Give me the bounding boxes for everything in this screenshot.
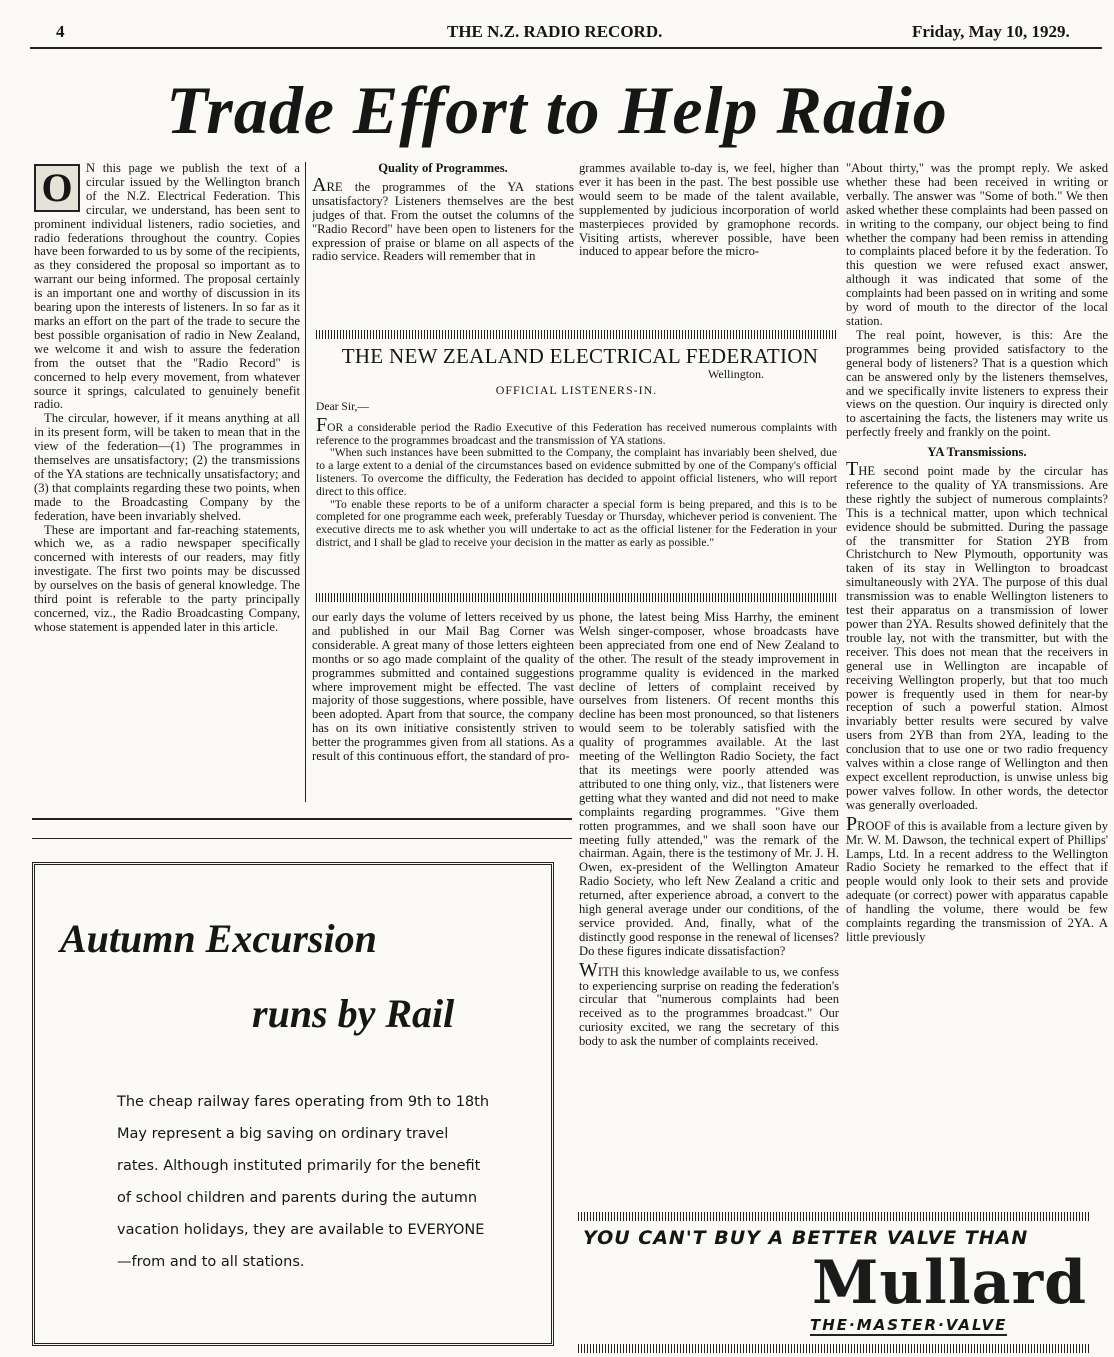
col3-top-text: grammes available to-day is, we feel, higher than ever it has been in the past. The best possible use would seem to be made of the talent available, supplemented by judicious incorporation of world masterpieces provided by gramophone records. Visiting artists, wherever possible, have been induced to appear before the micro- <box>579 162 839 259</box>
federation-name: THE NEW ZEALAND ELECTRICAL FEDERATION <box>341 344 819 368</box>
mullard-tagline: THE·MASTER·VALVE <box>810 1316 1008 1334</box>
hatch-rule-top <box>316 330 838 339</box>
header-rule <box>30 47 1102 49</box>
column-3-top <box>579 162 839 320</box>
col2-bottom-text: our early days the volume of letters received by us and published in our Mail Bag Corner was considerable. A great many of those letters eighteen months or so ago made complaint of the quality of programmes submitted and contained suggestions where improvement might be effected. The vast majority of those suggestions, where possible, have been adopted. Apart from that source, the company has on its own initiative consistently striven to better the programmes given from all stations. As a result of this continuous effort, the standard of pro- <box>312 611 574 764</box>
bigcap-w: W <box>579 958 598 981</box>
bigcap-a: A <box>312 173 327 196</box>
column-divider <box>305 162 306 802</box>
federation-subhead: OFFICIAL LISTENERS-IN. <box>495 383 658 397</box>
mullard-hatch-bottom <box>578 1344 1090 1353</box>
col2-top-text: RE the programmes of the YA stations unsatisfactory? Listeners themselves are the best judges of that. From the outset the columns of the "Radio Record" have been open to listeners for the expression of praise or blame on all aspects of the radio service. Readers will remember that in <box>312 179 574 264</box>
ad-separator-rule-2 <box>32 838 572 839</box>
hatch-rule-bottom <box>316 593 838 602</box>
col3-bottom-text: phone, the latest being Miss Harrhy, the eminent Welsh singer-composer, whose broadcasts have been appreciated from one end of New Zealand to the other. The result of the steady improvement in programme quality is evidenced in the marked decline of letters of complaint received by ourselves from listeners. Of recent months this decline has been most pronounced, so that listeners would seem to be tolerably satisfied with the quality of programmes available. At the last meeting of the Wellington Radio Society, the fact that its meetings were poorly attended was attributed to one thing only, viz., that listeners were getting what they wanted and did not need to make complaints regarding programmes. "Give them rotten programmes, and we shall soon have our meeting fully attended," was the remark of the chairman. Again, there is the testimony of Mr. J. H. Owen, ex-president of the Wellington Amateur Radio Society, who left New Zealand a critic and returned, after experience abroad, a convert to the high general average under our conditions, of the service provided. And, finally, what of the distinctly good response in the renewal of licenses? Do these figures indicate dissatisfaction? <box>579 611 839 958</box>
col4-paragraph-3: HE second point made by the circular has reference to the quality of YA transmissions. Are these rightly the subject of numerous complaints? This is a technical matter, upon which technical evidence should be submitted. During the passage of the transmitter for Station 2YB from Christchurch to New Plymouth, opportunity was taken of its stay in Wellington to broadcast simultaneously with 2YA. The purpose of this dual transmission was to enable Wellington listeners to test their apparatus on a transmission of lower power than 2YA. Results showed definitely that the trouble lay, not with the transmitter, but with the receiver. This does not mean that the receivers in general use in Wellington are incapable of receiving Wellington properly, but that too much power is frequently used in them for near-by reception of such a powerful station. Almost invariably better results were secured by valve users from 2YB than from 2YA, leading to the conclusion that to use one or two radio frequency valves within a close range of Wellington and then expect excellent reproduction, is unwise unless big power valves follow. In other words, the detector was generally overloaded. <box>846 464 1108 812</box>
mullard-logo: Mullard <box>812 1248 1088 1318</box>
col4-paragraph-4: ROOF of this is available from a lecture given by Mr. W. M. Dawson, the technical expert of Phillips' Lamps, Ltd. In a recent address to the Wellington Radio Society he remarked to the effect that if people would only look to their sets and provide adequate (or correct) power with apparatus capable of handling the volume, there would be few complaints regarding the transmission of 2YA. A little previously <box>846 818 1108 944</box>
bigcap-p: P <box>846 812 858 835</box>
mullard-hatch-top <box>578 1212 1090 1221</box>
section-heading-quality: Quality of Programmes. <box>378 162 508 175</box>
column-4 <box>846 162 1108 1202</box>
federation-paragraph-2: "When such instances have been submitted to the Company, the complaint has invariably been shelved, due to a large extent to a denial of the circumstances based on evidence submitted by one of the Company's official listeners. To overcome the difficulty, the Federation has decided to appoint official listeners, who will report direct to this office. <box>316 446 837 498</box>
publication-name: THE N.Z. RADIO RECORD. <box>447 22 663 41</box>
federation-city: Wellington. <box>708 367 765 381</box>
salutation: Dear Sir,— <box>316 400 369 413</box>
bigcap-f: F <box>316 413 328 436</box>
federation-paragraph-3: "To enable these reports to be of a uniform character a special form is being prepared, and this is to be completed for one programme each week, preferably Tuesday or Thursday, whichever period is convenient. The executive directs me to ask whether you will undertake to act as the official listener for the Federation in your district, and I shall be glad to receive your decision in the matter as early as possible." <box>316 497 837 549</box>
column-3-bottom <box>579 611 839 1201</box>
ad-heading-autumn-excursion: Autumn Excursion <box>60 916 377 961</box>
column-2-bottom <box>312 611 574 801</box>
federation-paragraph-1: OR a considerable period the Radio Executive of this Federation has received numerous complaints with reference to the programmes broadcast and the transmission of YA stations. <box>316 420 837 447</box>
section-heading-transmissions: YA Transmissions. <box>927 445 1027 460</box>
headline: Trade Effort to Help Radio <box>166 72 948 148</box>
dropcap-o: O <box>34 164 80 212</box>
ad-heading-runs-by-rail: runs by Rail <box>252 991 455 1036</box>
col1-paragraph-1: N this page we publish the text of a circular issued by the Wellington branch of the N.Z. Electrical Federation. This circular, we understand, has been sent to prominent individual listeners, radio societies, and radio federations throughout the country. Copies have been forwarded to us by some of the recipients, as they considered the proposal so important as to warrant our being informed. The proposal certainly is an important one and worthy of discussion in its bearing upon the interests of listeners. In so far as it marks an effort on the part of the trade to secure the best possible organisation of radio in New Zealand, we welcome it and wish to assure the federation from the outset that the "Radio Record" is concerned to help every movement, from whatever source it springs, calculated to genuinely benefit radio. <box>34 162 300 412</box>
col3-bottom-text-2: ITH this knowledge available to us, we confess to experiencing surprise on reading the federation's circular that "numerous complaints had been received as to the programmes broadcast." Our curiosity excited, we rang the secretary of this body to ask the number of complaints received. <box>579 964 839 1049</box>
ad-body-text: The cheap railway fares operating from 9th to 18th May represent a big saving on ordinary travel rates. Although instituted primarily for the benefit of school children and parents during the autumn vacation holidays, they are available to EVERYONE—from and to all stations. <box>117 1094 490 1270</box>
page-number: 4 <box>56 22 65 41</box>
col1-paragraph-3: These are important and far-reaching statements, which we, as a radio newspaper specifically concerned with interests of our readers, may fitly investigate. The first two points may be discussed by ourselves on the basis of general knowledge. The third point is referable to the party principally concerned, viz., the Radio Broadcasting Company, whose statement is appended later in this article. <box>34 522 300 634</box>
bigcap-t: T <box>846 458 859 481</box>
mullard-slogan: YOU CAN'T BUY A BETTER VALVE THAN <box>583 1227 1029 1249</box>
federation-letter <box>316 401 837 550</box>
ad-separator-rule-1 <box>32 818 572 820</box>
column-2-top <box>312 162 574 320</box>
issue-date: Friday, May 10, 1929. <box>912 22 1070 41</box>
column-1 <box>34 162 300 862</box>
col4-paragraph-1: "About thirty," was the prompt reply. We asked whether these had been received in writing or verbally. The answer was "Some of both." We then asked whether these complaints had been passed on in writing to the company, our object being to find whether the company had been remiss in attending to complaints placed before it by the federation. To this question we were refused exact answer, although it was indicated that some of the complaints had been passed on in writing and some by word of mouth to the director of the local station. <box>846 162 1108 328</box>
col1-paragraph-2: The circular, however, if it means anything at all in its present form, will be taken to mean that in the view of the federation—(1) The programmes in themselves are unsatisfactory; (2) the transmissions of the YA stations are technically unsatisfactory; and (3) that complaints regarding these two points, when made to the Broadcasting Company by the federation, have been invariably shelved. <box>34 411 300 523</box>
col4-paragraph-2: The real point, however, is this: Are the programmes being provided satisfactory to the general body of listeners? That is a question which can be answered only by the listeners themselves, and we specifically invite listeners to express their views on the question. Our inquiry is directed only to ascertaining the facts, the listeners may write us perfectly freely and frankly on the point. <box>846 327 1108 440</box>
